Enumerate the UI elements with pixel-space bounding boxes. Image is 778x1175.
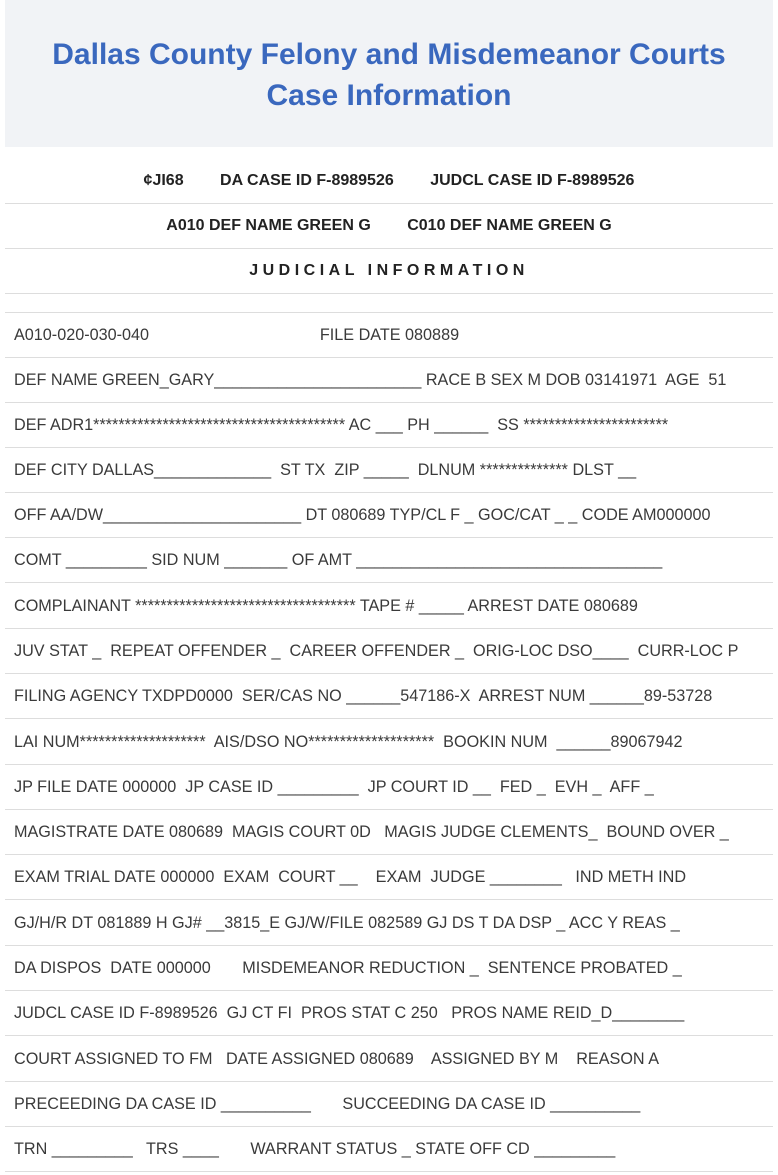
defendant-name-row — [5, 204, 773, 249]
info-row-grand-jury: GJ/H/R DT 081889 H GJ# __3815_E GJ/W/FILE 082589 GJ DS T DA DSP _ ACC Y REAS _ — [5, 901, 773, 946]
info-row-da-case-links: PRECEEDING DA CASE ID __________ SUCCEEDING DA CASE ID __________ — [5, 1082, 773, 1127]
info-row-def-address: DEF ADR1**************************************** AC ___ PH ______ SS *********************** — [5, 403, 773, 448]
info-row-complainant: COMPLAINANT *********************************** TAPE # _____ ARREST DATE 080689 — [5, 584, 773, 629]
da-case-id: DA CASE ID F-8989526 — [220, 172, 394, 189]
page-title-line1: Dallas County Felony and Misdemeanor Courts — [52, 38, 726, 71]
info-row-warrant: TRN _________ TRS ____ WARRANT STATUS _ STATE OFF CD _________ — [5, 1127, 773, 1172]
section-heading: JUDICIAL INFORMATION — [5, 249, 773, 294]
info-row-filing-agency: FILING AGENCY TXDPD0000 SER/CAS NO ______547186-X ARREST NUM ______89-53728 — [5, 674, 773, 719]
section-divider — [5, 294, 773, 313]
screen-code: ¢JI68 — [143, 172, 184, 189]
page-title-line2: Case Information — [266, 79, 512, 112]
info-row-def-city: DEF CITY DALLAS_____________ ST TX ZIP _____ DLNUM ************** DLST __ — [5, 448, 773, 493]
info-row-file-date: A010-020-030-040 FILE DATE 080889 — [5, 313, 773, 358]
a010-def-name: A010 DEF NAME GREEN G — [166, 217, 371, 234]
info-row-offense: OFF AA/DW______________________ DT 080689 TYP/CL F _ GOC/CAT _ _ CODE AM000000 — [5, 493, 773, 538]
info-row-magistrate: MAGISTRATE DATE 080689 MAGIS COURT 0D MAGIS JUDGE CLEMENTS_ BOUND OVER _ — [5, 810, 773, 855]
info-row-def-name: DEF NAME GREEN_GARY_______________________ RACE B SEX M DOB 03141971 AGE 51 — [5, 358, 773, 403]
case-id-row — [5, 158, 773, 204]
info-row-jp-file: JP FILE DATE 000000 JP CASE ID _________ JP COURT ID __ FED _ EVH _ AFF _ — [5, 765, 773, 810]
info-row-da-dispos: DA DISPOS DATE 000000 MISDEMEANOR REDUCTION _ SENTENCE PROBATED _ — [5, 946, 773, 991]
info-row-judcl-case: JUDCL CASE ID F-8989526 GJ CT FI PROS STAT C 250 PROS NAME REID_D________ — [5, 991, 773, 1036]
info-row-court-assigned: COURT ASSIGNED TO FM DATE ASSIGNED 080689 ASSIGNED BY M REASON A — [5, 1037, 773, 1082]
page-header — [5, 0, 773, 147]
info-row-juv-stat: JUV STAT _ REPEAT OFFENDER _ CAREER OFFENDER _ ORIG-LOC DSO____ CURR-LOC P — [5, 629, 773, 674]
c010-def-name: C010 DEF NAME GREEN G — [407, 217, 612, 234]
info-row-exam-trial: EXAM TRIAL DATE 000000 EXAM COURT __ EXAM JUDGE ________ IND METH IND — [5, 855, 773, 900]
judcl-case-id: JUDCL CASE ID F-8989526 — [430, 172, 635, 189]
info-row-lai-num: LAI NUM******************** AIS/DSO NO******************** BOOKIN NUM ______89067942 — [5, 720, 773, 765]
page-title — [5, 0, 773, 116]
info-row-comt: COMT _________ SID NUM _______ OF AMT __________________________________ — [5, 538, 773, 583]
